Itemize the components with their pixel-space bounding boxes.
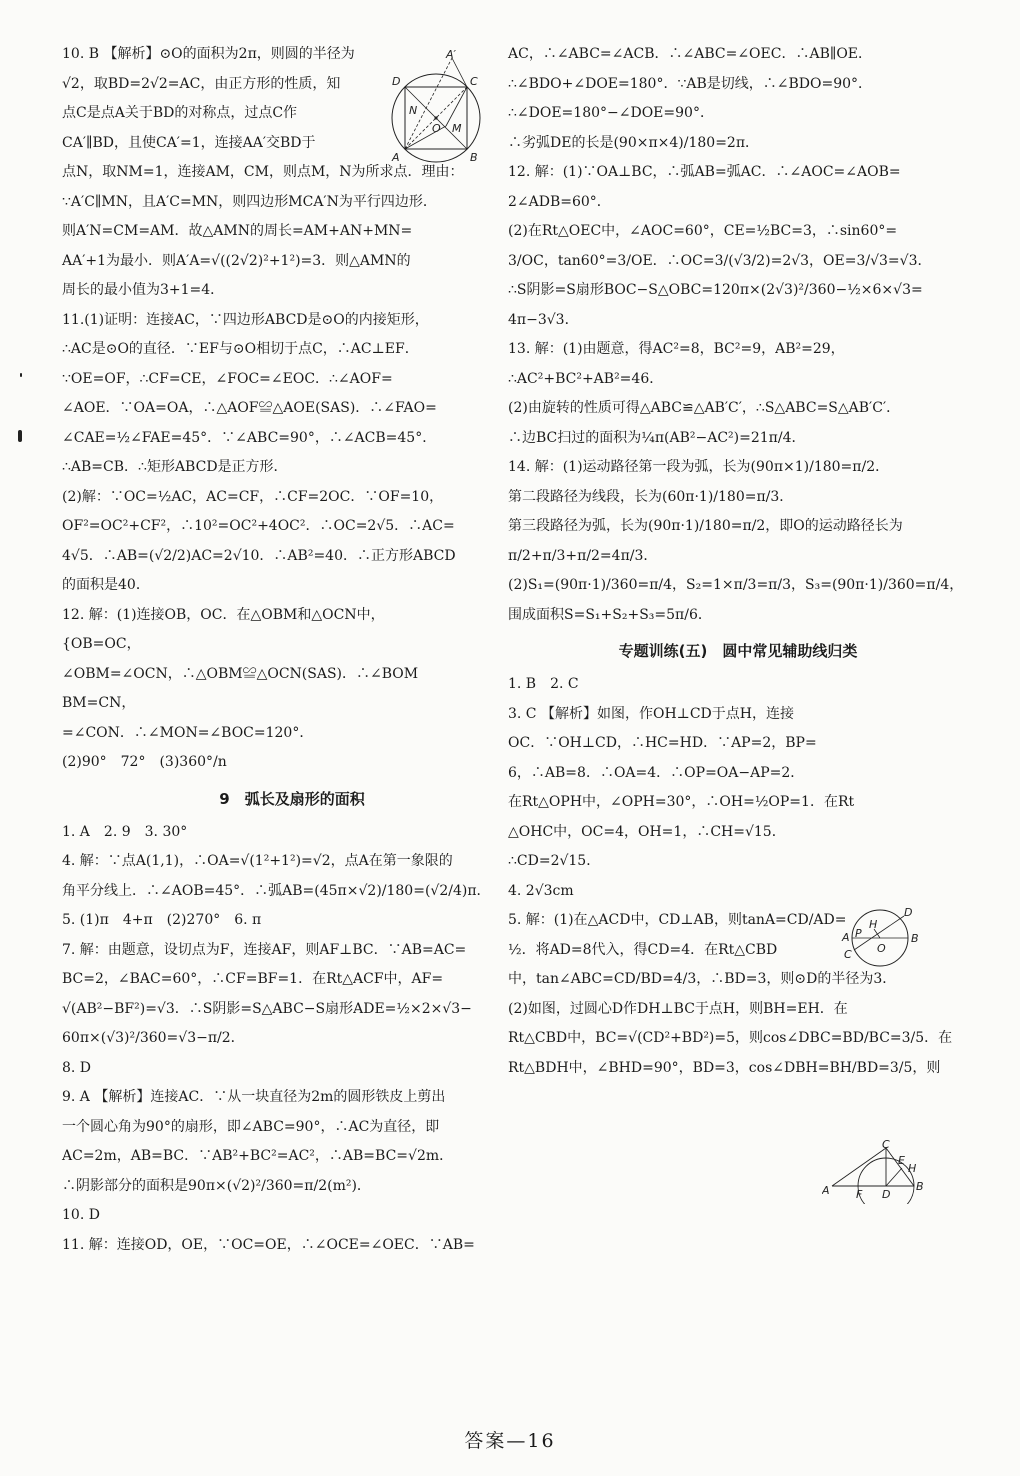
text-line: 13. 解：(1)由题意，得AC²=8，BC²=9，AB²=29， bbox=[508, 341, 845, 357]
text-line: ½．将AD=8代入，得CD=4．在Rt△CBD bbox=[508, 941, 778, 958]
text-line: {OB=OC， bbox=[62, 636, 141, 652]
page-footer: 答案—16 bbox=[464, 1430, 556, 1452]
text-line: 5. (1)π 4+π (2)270° 6. π bbox=[62, 912, 262, 928]
fig5-label-F: F bbox=[856, 1188, 863, 1201]
text-line: 5. 解：(1)在△ACD中，CD⊥AB，则tanA=CD/AD= bbox=[508, 912, 847, 928]
text-line: ∴CD=2√15． bbox=[508, 853, 601, 869]
text-line: 第三段路径为弧，长为(90π·1)/180=π/2，即O的运动路径长为 bbox=[508, 518, 903, 534]
text-line: π/2+π/3+π/2=4π/3． bbox=[508, 547, 658, 564]
fig5-label-D: D bbox=[882, 1188, 891, 1201]
section-heading: 9 弧长及扇形的面积 bbox=[219, 789, 365, 808]
text-line: 围成面积S=S₁+S₂+S₃=5π/6． bbox=[508, 606, 712, 623]
text-line: 在Rt△OPH中，∠OPH=30°，∴OH=½OP=1．在Rt bbox=[508, 794, 855, 810]
binding-mark-bottom bbox=[18, 430, 22, 442]
fig3-label-D: D bbox=[904, 906, 913, 919]
text-line: 1. A 2. 9 3. 30° bbox=[62, 823, 188, 840]
text-line: AA′+1为最小．则A′A=√((2√2)²+1²)=3．则△AMN的 bbox=[62, 252, 411, 269]
text-line: (2)在Rt△OEC中，∠AOC=60°，CE=½BC=3，∴sin60°= bbox=[508, 223, 898, 239]
text-line: ∴边BC扫过的面积为¼π(AB²−AC²)=21π/4． bbox=[508, 429, 806, 446]
binding-mark-top bbox=[20, 373, 22, 377]
fig3-label-A: A bbox=[842, 931, 850, 944]
text-line: ∵OE=OF，∴CF=CE，∠FOC=∠EOC．∴∠AOF= bbox=[62, 370, 393, 387]
text-line: ∴AC²+BC²+AB²=46． bbox=[508, 370, 664, 387]
text-line: =∠CON．∴∠MON=∠BOC=120°． bbox=[62, 724, 314, 741]
fig5-label-H: H bbox=[908, 1162, 917, 1175]
text-line: ∴AB=CB．∴矩形ABCD是正方形． bbox=[62, 459, 288, 475]
text-line: 12. 解：(1)连接OB，OC．在△OBM和△OCN中， bbox=[62, 606, 385, 623]
text-line: 7. 解：由题意，设切点为F，连接AF，则AF⊥BC．∵AB=AC= bbox=[62, 941, 467, 958]
text-line: CA′∥BD，且使CA′=1，连接AA′交BD于 bbox=[62, 134, 316, 151]
text-line: 中，tan∠ABC=CD/BD=4/3，∴BD=3，则⊙D的半径为3． bbox=[508, 971, 897, 987]
text-line: 3/OC，tan60°=3/OE．∴OC=3/(√3/2)=2√3，OE=3/√3=√3． bbox=[508, 252, 932, 269]
fig10-label-M: M bbox=[452, 122, 462, 135]
text-line: BC=2，∠BAC=60°，∴CF=BF=1．在Rt△ACF中，AF= bbox=[62, 971, 444, 987]
text-line: OF²=OC²+CF²，∴10²=OC²+4OC²．∴OC=2√5．∴AC= bbox=[62, 518, 455, 534]
text-line: 60π×(√3)²/360=√3−π/2． bbox=[62, 1030, 245, 1046]
text-line: √2，取BD=2√2=AC，由正方形的性质，知 bbox=[62, 75, 341, 92]
text-line: ∠OBM=∠OCN，∴△OBM≌△OCN(SAS)．∴∠BOM bbox=[62, 665, 419, 682]
text-line: 10. D bbox=[62, 1207, 100, 1223]
text-line: 4π−3√3． bbox=[508, 311, 579, 328]
figure-chord-circle bbox=[838, 906, 922, 968]
text-line: OC．∵OH⊥CD，∴HC=HD．∵AP=2，BP= bbox=[508, 735, 817, 751]
fig3-label-O: O bbox=[877, 942, 886, 955]
text-line: 点N，取NM=1，连接AM，CM，则点M，N为所求点．理由： bbox=[62, 164, 464, 180]
text-line: 12. 解：(1)∵OA⊥BC，∴弧AB=弧AC．∴∠AOC=∠AOB= bbox=[508, 164, 901, 180]
figure-triangle-circle bbox=[822, 1140, 926, 1204]
text-line: AC，∴∠ABC=∠ACB．∴∠ABC=∠OEC．∴AB∥OE． bbox=[508, 46, 873, 62]
text-line: ∠CAE=½∠FAE=45°．∵∠ABC=90°，∴∠ACB=45°． bbox=[62, 429, 437, 446]
text-line: Rt△CBD中，BC=√(CD²+BD²)=5，则cos∠DBC=BD/BC=3/5．在 bbox=[508, 1030, 953, 1046]
text-line: BM=CN， bbox=[62, 695, 136, 711]
text-line: 的面积是40． bbox=[62, 577, 150, 593]
text-line: (2)S₁=(90π·1)/360=π/4，S₂=1×π/3=π/3，S₃=(90π·1)/360=π/4， bbox=[508, 577, 964, 593]
text-line: ∴∠DOE=180°−∠DOE=90°． bbox=[508, 105, 714, 121]
text-line: 9. A 【解析】连接AC．∵从一块直径为2m的圆形铁皮上剪出 bbox=[62, 1089, 446, 1105]
text-line: 4. 2√3cm bbox=[508, 882, 574, 899]
section-heading: 专题训练(五) 圆中常见辅助线归类 bbox=[618, 642, 858, 660]
text-line: ∴劣弧DE的长是(90×π×4)/180=2π． bbox=[508, 134, 760, 151]
text-line: 角平分线上．∴∠AOB=45°．∴弧AB=(45π×√2)/180=(√2/4)π． bbox=[62, 882, 491, 899]
text-line: 周长的最小值为3+1=4． bbox=[62, 282, 225, 298]
fig10-label-N: N bbox=[409, 104, 418, 117]
fig3-label-B: B bbox=[911, 932, 919, 945]
text-line: ∴S阴影=S扇形BOC−S△OBC=120π×(2√3)²/360−½×6×√3= bbox=[508, 282, 923, 298]
text-line: 11. 解：连接OD，OE，∵OC=OE，∴∠OCE=∠OEC．∵AB= bbox=[62, 1236, 475, 1253]
fig10-label-B: B bbox=[470, 151, 478, 164]
figure-square-in-circle bbox=[388, 48, 496, 168]
left-column bbox=[62, 40, 522, 1260]
text-line: △OHC中，OC=4，OH=1，∴CH=√15． bbox=[508, 823, 786, 840]
text-line: 4√5．∴AB=(√2/2)AC=2√10．∴AB²=40．∴正方形ABCD bbox=[62, 547, 456, 564]
text-line: 8. D bbox=[62, 1059, 92, 1076]
fig10-label-A-prime: A′ bbox=[446, 48, 457, 61]
fig10-label-O: O bbox=[432, 122, 441, 135]
text-line: ∴∠BDO+∠DOE=180°．∵AB是切线，∴∠BDO=90°． bbox=[508, 75, 873, 92]
text-line: 2∠ADB=60°． bbox=[508, 193, 611, 210]
text-line: 第二段路径为线段，长为(60π·1)/180=π/3． bbox=[508, 488, 794, 505]
text-line: ∠AOE．∵OA=OA，∴△AOF≌△AOE(SAS)．∴∠FAO= bbox=[62, 400, 437, 416]
text-line: 则A′N=CM=AM．故△AMN的周长=AM+AN+MN= bbox=[62, 223, 413, 239]
text-line: 14. 解：(1)运动路径第一段为弧，长为(90π×1)/180=π/2． bbox=[508, 459, 890, 475]
text-line: Rt△BDH中，∠BHD=90°，BD=3，cos∠DBH=BH/BD=3/5，则 bbox=[508, 1059, 941, 1076]
text-line: AC=2m，AB=BC．∵AB²+BC²=AC²，∴AB=BC=√2m． bbox=[62, 1148, 454, 1164]
fig5-label-B: B bbox=[916, 1180, 924, 1193]
text-line: ∵A′C∥MN，且A′C=MN，则四边形MCA′N为平行四边形． bbox=[62, 193, 437, 210]
text-line: 4. 解：∵点A(1,1)，∴OA=√(1²+1²)=√2，点A在第一象限的 bbox=[62, 853, 453, 869]
fig3-label-P: P bbox=[855, 927, 862, 940]
text-line: 1. B 2. C bbox=[508, 676, 579, 692]
text-line: 一个圆心角为90°的扇形，即∠ABC=90°，∴AC为直径，即 bbox=[62, 1118, 440, 1135]
text-line: (2)解：∵OC=½AC，AC=CF，∴CF=2OC．∵OF=10， bbox=[62, 488, 444, 505]
fig10-label-C: C bbox=[470, 75, 478, 88]
fig5-label-C: C bbox=[882, 1140, 890, 1151]
text-line: (2)由旋转的性质可得△ABC≌△AB′C′，∴S△ABC=S△AB′C′． bbox=[508, 400, 901, 416]
fig5-label-A: A bbox=[822, 1184, 830, 1197]
fig10-label-A: A bbox=[392, 151, 400, 164]
text-line: 10. B 【解析】⊙O的面积为2π，则圆的半径为 bbox=[62, 46, 355, 62]
fig3-label-H: H bbox=[869, 918, 878, 931]
text-line: 3. C 【解析】如图，作OH⊥CD于点H，连接 bbox=[508, 705, 794, 722]
text-line: 点C是点A关于BD的对称点，过点C作 bbox=[62, 105, 298, 121]
fig10-label-D: D bbox=[392, 75, 401, 88]
fig5-label-E: E bbox=[898, 1154, 905, 1167]
text-line: (2)如图，过圆心D作DH⊥BC于点H，则BH=EH．在 bbox=[508, 1000, 848, 1017]
text-line: 6，∴AB=8．∴OA=4．∴OP=OA−AP=2． bbox=[508, 764, 805, 781]
text-line: (2)90° 72° (3)360°/n bbox=[62, 754, 227, 770]
text-line: √(AB²−BF²)=√3．∴S阴影=S△ABC−S扇形ADE=½×2×√3− bbox=[62, 1000, 472, 1017]
fig3-label-C: C bbox=[844, 948, 852, 961]
text-line: ∴阴影部分的面积是90π×(√2)²/360=π/2(m²)． bbox=[62, 1177, 371, 1194]
text-line: 11.(1)证明：连接AC，∵四边形ABCD是⊙O的内接矩形， bbox=[62, 311, 429, 328]
text-line: ∴AC是⊙O的直径．∵EF与⊙O相切于点C，∴AC⊥EF． bbox=[62, 341, 419, 357]
